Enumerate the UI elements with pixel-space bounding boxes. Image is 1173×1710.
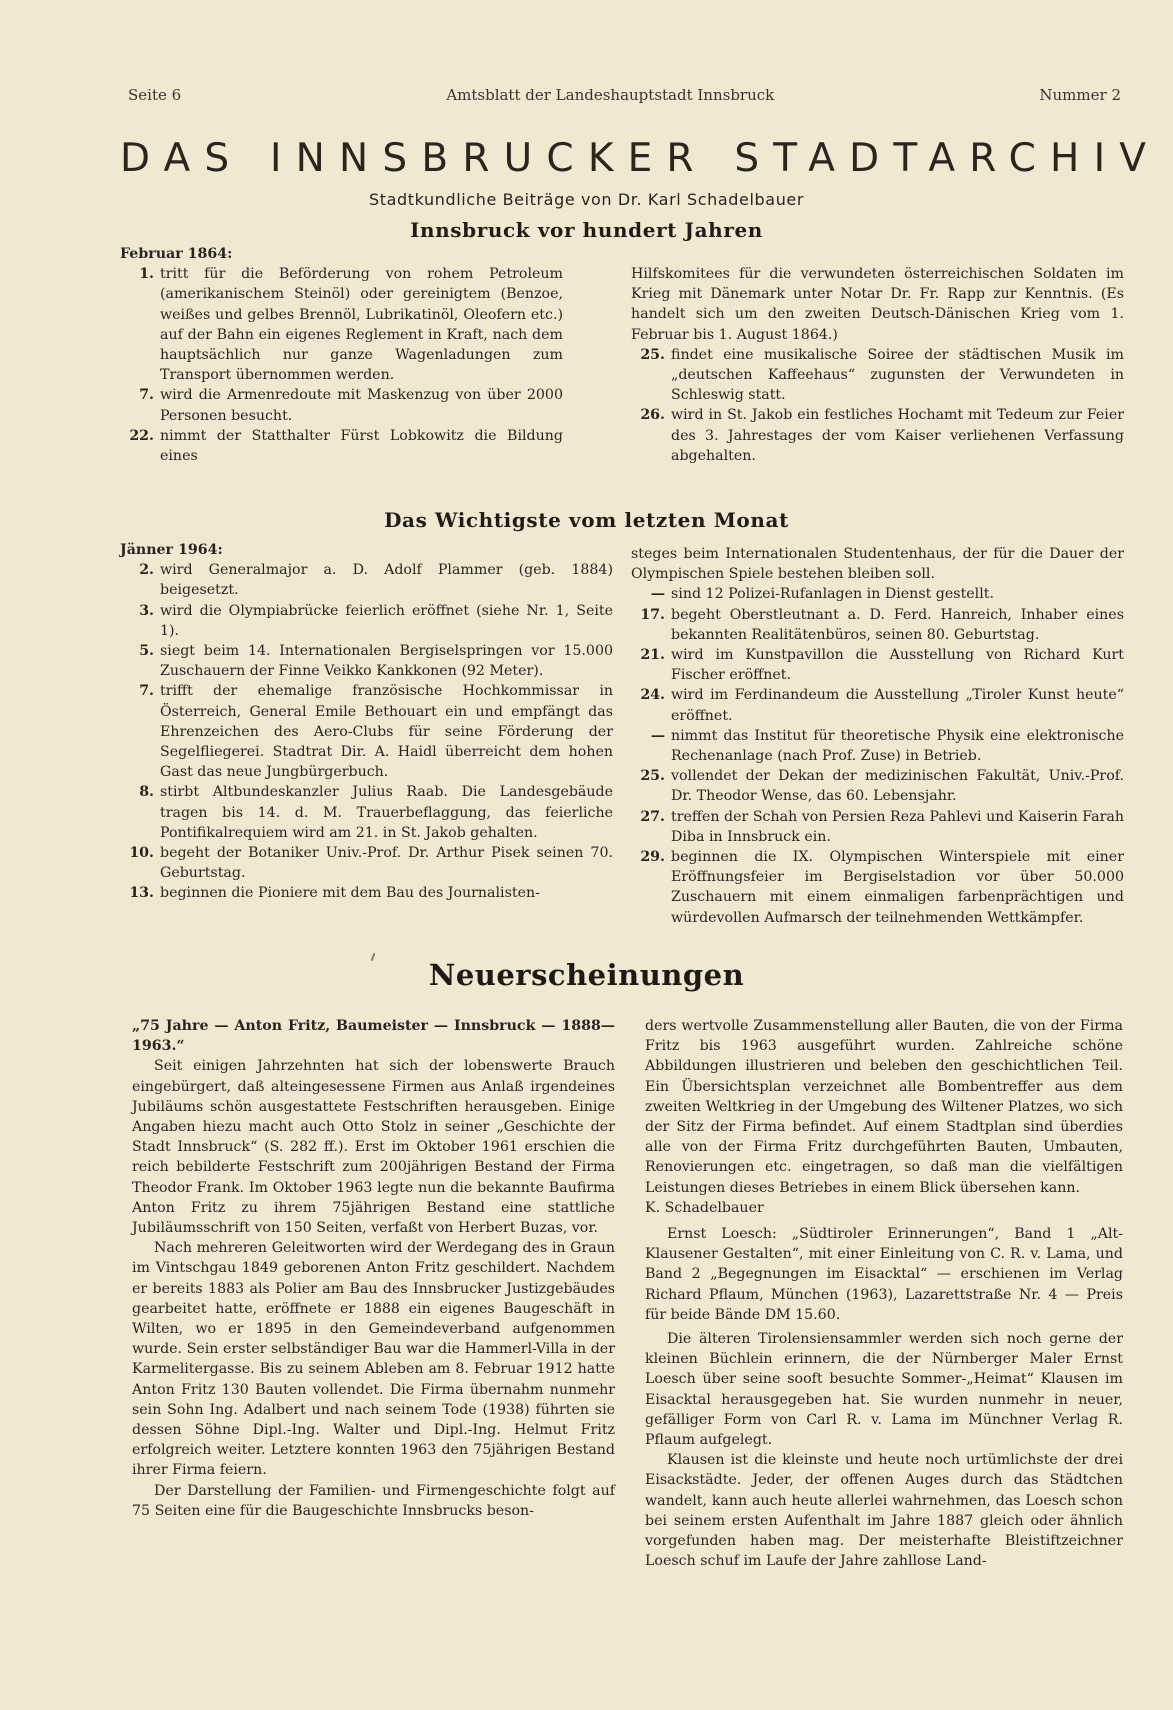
entry-text: treffen der Schah von Persien Reza Pahlevi und Kaiserin Farah Diba in Innsbruck ein. [671,808,1124,845]
entry-text: beginnen die Pioniere mit dem Bau des Journalisten- [160,885,540,902]
chronicle-entry [631,645,1124,685]
entry-day: — [650,586,665,603]
entry-text: stirbt Altbundeskanzler Julius Raab. Die Landesgebäude tragen bis 14. d. M. Trauerbeflaggung, das feierliche Pontifikalrequiem wird am 21. in St. Jakob gehalten. [160,784,613,841]
entry-day: 5. [139,643,154,660]
section2-right-column [631,544,1124,928]
entry-day: 8. [139,784,154,801]
chronicle-entry [120,681,613,782]
publication-name: Amtsblatt der Landeshauptstadt Innsbruck [446,86,775,104]
section1-right-column [631,264,1124,466]
entry-text: nimmt das Institut für theoretische Physik eine elektronische Rechenanlage (nach Prof. Zuse) in Betrieb. [671,727,1124,765]
chronicle-entry [120,601,613,641]
entry-day: 7. [139,387,154,404]
chronicle-entry [120,782,613,843]
entry-text: sind 12 Polizei-Rufanlagen in Dienst gestellt. [671,586,994,603]
issue-number: Nummer 2 [1039,86,1121,104]
chronicle-entry [120,264,563,385]
entry-day: 7. [139,683,154,700]
chronicle-entry [120,843,613,883]
review-continuation: ders wertvolle Zusammenstellung aller Bauten, die von der Firma Fritz bis 1963 ausgeführt wurden. Zahlreiche schöne Abbildungen illustrieren und beleben den geschichtlichen Teil. Ein Übersichtsplan verzeichnet alle Bombentreffer aus dem zweiten Weltkrieg in der Umgebung des Wiltener Platzes, wo sich der Sitz der Firma befindet. Auf einem Stadtplan sind überdies alle von der Firma Fritz durchgeführten Bauten, Umbauten, Renovierungen etc. eingetragen, so daß man die vielfältigen Leistungen dieses Betriebes in einem Blick übersehen kann. [645,1018,1123,1196]
review-paragraph: Nach mehreren Geleitworten wird der Werdegang des in Graun im Vintschgau 1849 geborenen Anton Fritz geschildert. Nachdem er bereits 1883 als Polier am Bau des Innsbrucker Justizgebäudes gearbeitet hatte, eröffnete er 1888 ein eigenes Baugeschäft in Wilten, wo er 1895 in den Gemeindeverband aufgenommen wurde. Sein erster selbständiger Bau war die Hammerl-Villa in der Karmelitergasse. Bis zu seinem Ableben am 8. Februar 1912 hatte Anton Fritz 130 Bauten vollendet. Die Firma übernahm nunmehr sein Sohn Ing. Adalbert und nach seinem Tode (1938) führten sie dessen Söhne Dipl.-Ing. Walter und Dipl.-Ing. Helmut Fritz erfolgreich weiter. Letztere konnten 1963 den 75jährigen Bestand ihrer Firma feiern. [132,1240,615,1479]
entry-continuation: Hilfskomitees für die verwundeten österreichischen Soldaten im Krieg mit Dänemark unter Notar Dr. Fr. Rapp zur Kenntnis. (Es handelt sich um den zweiten Deutsch-Dänischen Krieg vom 1. Februar bis 1. August 1864.) [631,266,1124,343]
chronicle-entry [120,560,613,600]
entry-text: wird im Ferdinandeum die Ausstellung „Tiroler Kunst heute“ eröffnet. [671,687,1124,724]
page-number: Seite 6 [128,86,182,104]
chronicle-entry [631,766,1124,806]
entry-day: 26. [640,407,665,424]
chronicle-entry [631,847,1124,928]
entry-text: wird die Armenredoute mit Maskenzug von über 2000 Personen besucht. [160,387,563,424]
entry-text: wird im Kunstpavillon die Ausstellung von Richard Kurt Fischer eröffnet. [671,647,1124,684]
entry-day: 21. [640,647,665,664]
entry-text: trifft der ehemalige französische Hochkommissar in Österreich, General Emile Bethouart ein und empfängt das Ehrenzeichen des Aero-Clubs für seine Förderung der Segelfliegerei. Stadtrat Dir. A. Haidl überreicht dem hohen Gast das neue Jungbürgerbuch. [160,683,613,781]
entry-day: 10. [129,845,154,862]
entry-day: 13. [129,885,154,902]
entry-text: tritt für die Beförderung von rohem Petroleum (amerikanischem Steinöl) oder gereinigtem (Benzoe, weißes und gelbes Brennöl, Lubrikatinöl, Oleofern etc.) auf der Bahn ein eigenes Reglement in Kraft, nach dem hauptsächlich nur ganze Wagenladungen zum Transport übernommen werden. [160,266,563,384]
chronicle-entry [120,385,563,425]
entry-text: wird in St. Jakob ein festliches Hochamt mit Tedeum zur Feier des 3. Jahrestages der vom Kaiser verliehenen Verfassung abgehalten. [671,407,1124,464]
entry-day: 29. [640,849,665,866]
entry-day: 25. [640,768,665,785]
entry-continuation: steges beim Internationalen Studentenhaus, der für die Dauer der Olympischen Spiele bestehen bleiben soll. [631,546,1124,583]
entry-day: 25. [640,346,665,363]
section1-date-lead: Februar 1864: [120,246,233,262]
entry-text: wird Generalmajor a. D. Adolf Plammer (geb. 1884) beigesetzt. [160,562,613,599]
section1-left-column [120,244,563,466]
entry-text: begeht Oberstleutnant a. D. Ferd. Hanreich, Inhaber eines bekannten Realitätenbüros, seinen 80. Geburtstag. [671,606,1124,643]
chronicle-entry [631,685,1124,725]
page-subtitle: Stadtkundliche Beiträge von Dr. Karl Schadelbauer [368,190,805,209]
chronicle-entry [631,605,1124,645]
entry-day: 22. [129,427,154,444]
review-paragraph: Klausen ist die kleinste und heute noch urtümlichste der drei Eisackstädte. Jeder, der offenen Auges durch das Städtchen wandelt, kann auch heute allerlei wahrnehmen, das Loesch schon bei seinem ersten Aufenthalt im Jahre 1887 gleich oder ähnlich vorgefunden haben mag. Der meisterhafte Bleistiftzeichner Loesch schuf im Laufe der Jahre zahllose Land- [645,1452,1123,1570]
section-heading-new-publications: Neuerscheinungen [428,958,745,992]
running-head [128,86,1121,104]
entry-day: 24. [640,687,665,704]
section2-left-column [120,540,613,904]
chronicle-entry [631,405,1124,466]
entry-day: 17. [640,606,665,623]
entry-day: 3. [139,602,154,619]
section3-left-column [132,1016,615,1521]
chronicle-entry [120,883,613,903]
entry-day: — [650,727,665,744]
section-heading-last-month: Das Wichtigste vom letzten Monat [384,508,789,532]
review-paragraph: Seit einigen Jahrzehnten hat sich der lobenswerte Brauch eingebürgert, daß alteingesessene Firmen aus Anlaß irgendeines Jubiläums schön ausgestattete Festschriften herausgeben. Einige Angaben hiezu macht auch Otto Stolz in seiner „Geschichte der Stadt Innsbruck“ (S. 282 ff.). Erst im Oktober 1961 erschien die reich bebilderte Festschrift zum 200jährigen Bestand der Firma Theodor Frank. Im Oktober 1963 legte nun die bekannte Baufirma Anton Fritz zu ihrem 75jährigen Bestand eine stattliche Jubiläumsschrift von 150 Seiten, verfaßt von Herbert Buzas, vor. [132,1058,615,1237]
chronicle-entry [631,726,1124,766]
entry-day: 1. [139,266,154,283]
section2-date-lead: Jänner 1964: [120,542,223,558]
section-heading-hundred-years: Innsbruck vor hundert Jahren [410,218,763,242]
chronicle-entry [631,345,1124,406]
entry-text: findet eine musikalische Soiree der städtischen Musik im „deutschen Kaffeehaus“ zugunsten der Verwundeten in Schleswig statt. [671,346,1124,404]
entry-text: wird die Olympiabrücke feierlich eröffnet (siehe Nr. 1, Seite 1). [160,602,613,639]
entry-text: nimmt der Statthalter Fürst Lobkowitz die Bildung eines [160,427,563,465]
review-paragraph: Ernst Loesch: „Südtiroler Erinnerungen“, Band 1 „Alt-Klausener Gestalten“, mit einer Einleitung von C. R. v. Lama, und Band 2 „Begegnungen im Eisacktal“ — erschienen im Verlag Richard Pflaum, München (1963), Lazarettstraße Nr. 4 — Preis für beide Bände DM 15.60. [645,1226,1123,1323]
section3-right-column [645,1016,1123,1571]
review-paragraph: Der Darstellung der Familien- und Firmengeschichte folgt auf 75 Seiten eine für die Baugeschichte Innsbrucks beson- [132,1482,615,1519]
entry-text: siegt beim 14. Internationalen Bergiselspringen vor 15.000 Zuschauern der Finne Veikko Kankkonen (92 Meter). [160,643,613,680]
book-title: „75 Jahre — Anton Fritz, Baumeister — Innsbruck — 1888—1963.“ [132,1018,615,1055]
entry-day: 2. [139,562,154,579]
page-title: DAS INNSBRUCKER STADTARCHIV [120,136,1161,181]
chronicle-entry [120,426,563,466]
entry-text: begeht der Botaniker Univ.-Prof. Dr. Arthur Pisek seinen 70. Geburtstag. [160,845,613,882]
chronicle-entry [631,807,1124,847]
entry-text: beginnen die IX. Olympischen Winterspiele mit einer Eröffnungsfeier im Bergiselstadion vor über 50.000 Zuschauern mit einem einmaligen farbenprächtigen und würdevollen Aufmarsch der teilnehmenden Wettkämpfer. [671,849,1124,926]
chronicle-entry [120,641,613,681]
review-signature: K. Schadelbauer [645,1199,764,1216]
chronicle-entry [631,584,1124,604]
review-paragraph: Die älteren Tirolensiensammler werden sich noch gerne der kleinen Büchlein erinnern, die der Nürnberger Maler Ernst Loesch über seine sooft besuchte Sommer-„Heimat“ Klausen im Eisacktal herausgegeben hat. Sie wurden nunmehr in neuer, gefälliger Form von Carl R. v. Lama im Münchner Verlag R. Pflaum aufgelegt. [645,1331,1123,1449]
entry-text: vollendet der Dekan der medizinischen Fakultät, Univ.-Prof. Dr. Theodor Wense, das 60. Lebensjahr. [671,768,1124,805]
entry-day: 27. [640,808,665,825]
